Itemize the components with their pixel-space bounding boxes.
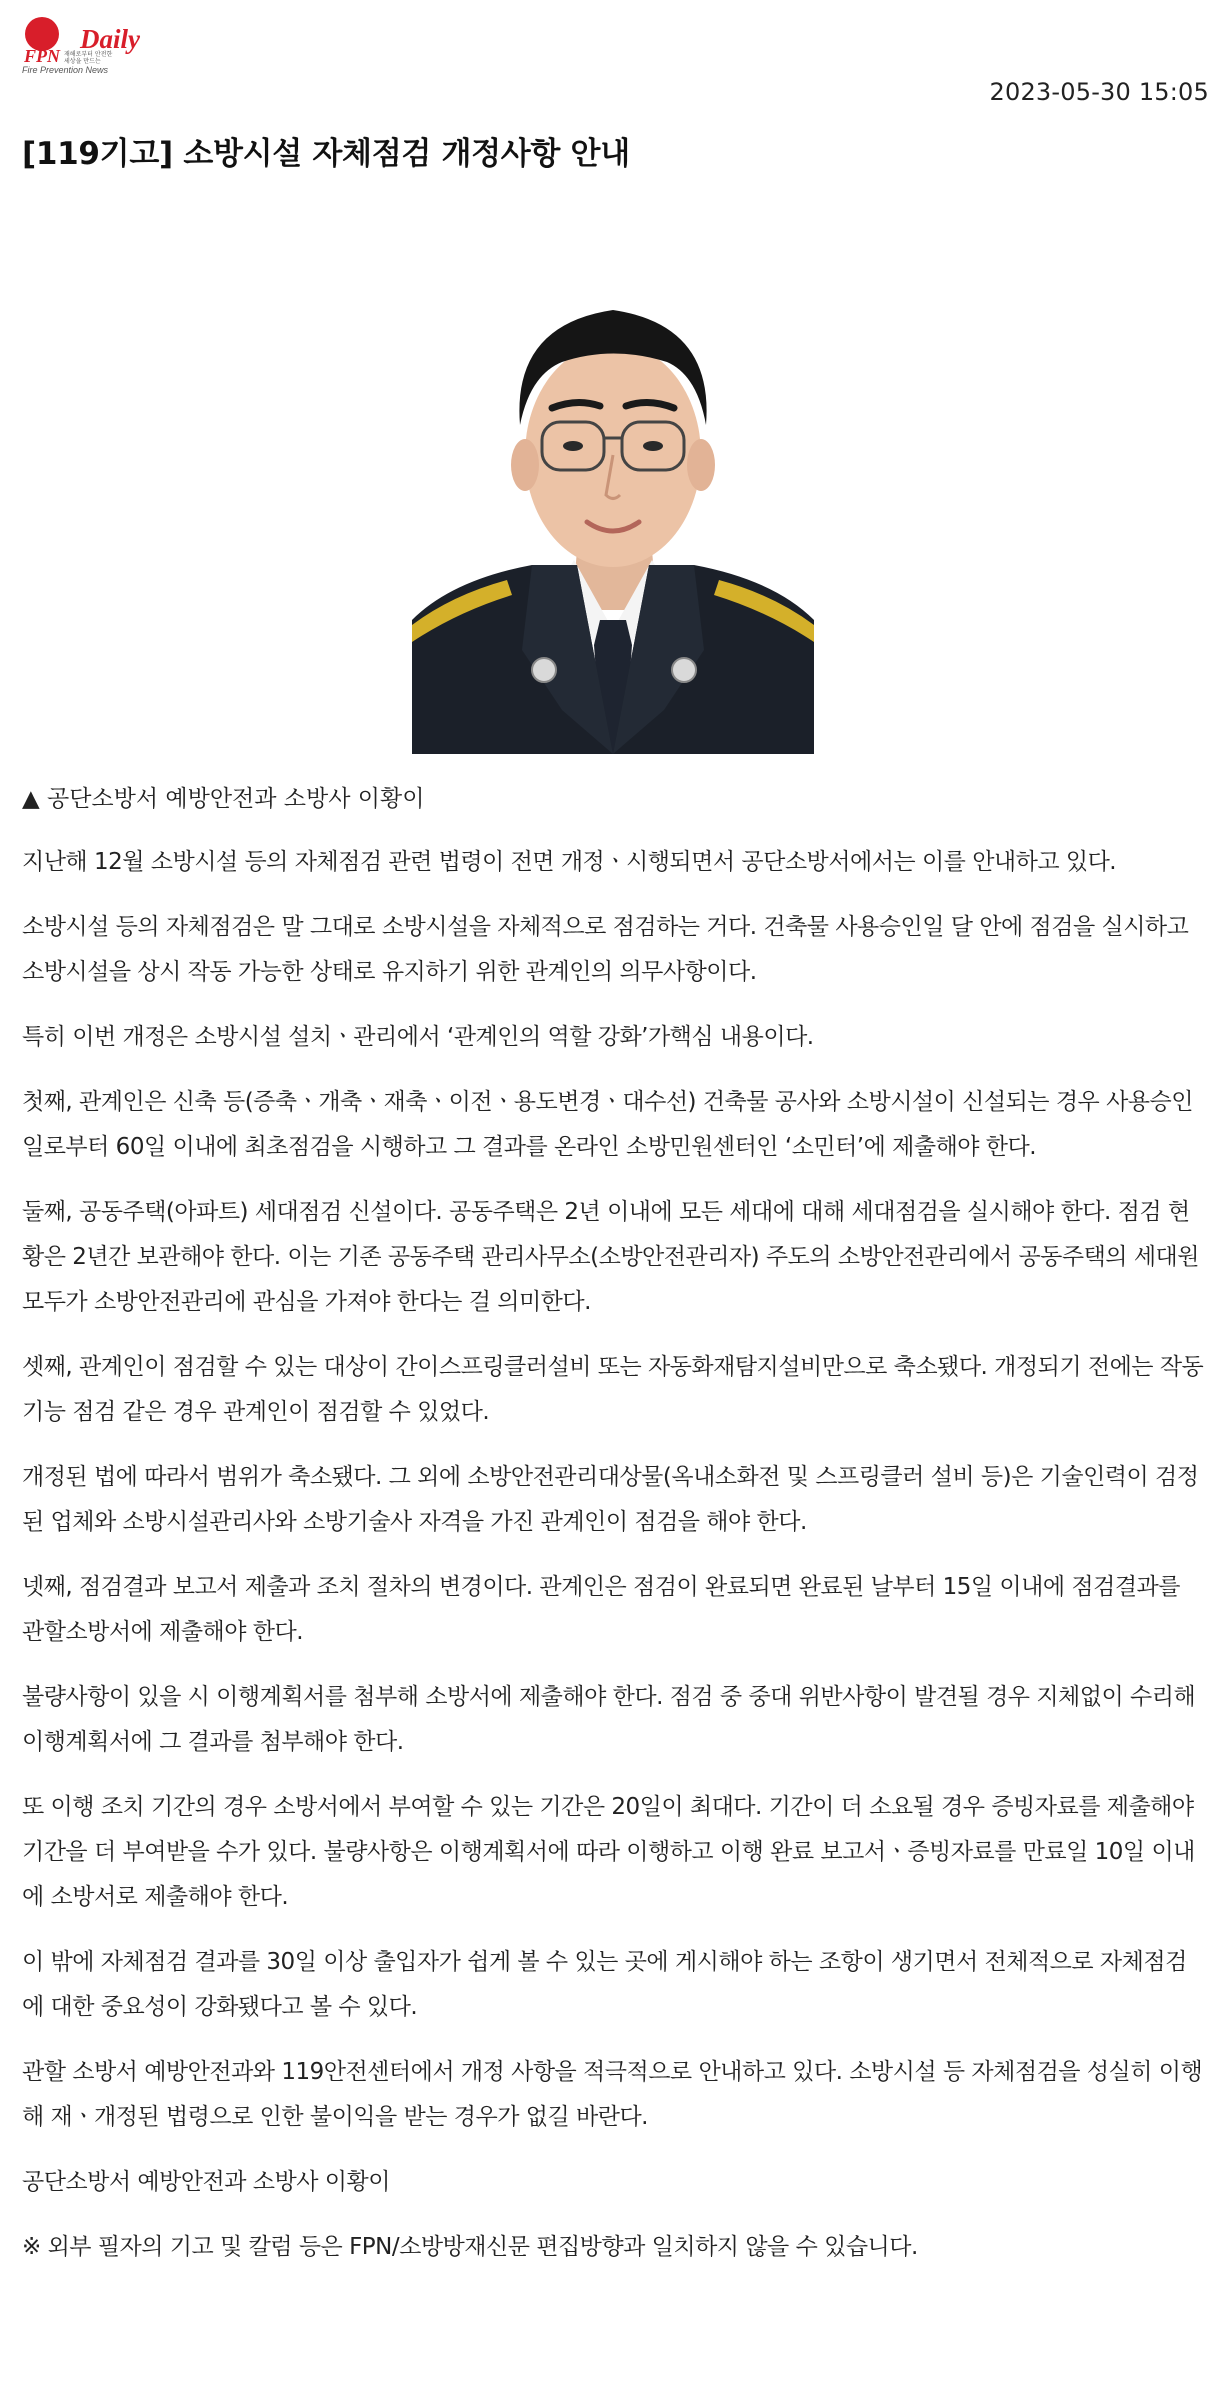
logo-tagline: Fire Prevention News xyxy=(22,65,109,75)
logo-slogan-line-1: 재해로부터 안전한 xyxy=(64,51,113,58)
logo-fpn-text: FPN xyxy=(24,46,60,66)
paragraph: 불량사항이 있을 시 이행계획서를 첨부해 소방서에 제출해야 한다. 점검 중 중대 위반사항이 발견될 경우 지체없이 수리해 이행계획서에 그 결과를 첨부해야 한다. xyxy=(22,1684,1196,1755)
author-byline: 공단소방서 예방안전과 소방사 이황이 xyxy=(22,2169,390,2195)
paragraph: 개정된 법에 따라서 범위가 축소됐다. 그 외에 소방안전관리대상물(옥내소화전 및 스프링클러 설비 등)은 기술인력이 검정된 업체와 소방시설관리사와 소방기술사 자격을 가진 관계인이 점검을 해야 한다. xyxy=(22,1464,1199,1535)
disclaimer-note: ※ 외부 필자의 기고 및 칼럼 등은 FPN/소방방재신문 편집방향과 일치하지 않을 수 있습니다. xyxy=(22,2234,918,2260)
paragraph: 둘째, 공동주택(아파트) 세대점검 신설이다. 공동주택은 2년 이내에 모든 세대에 대해 세대점검을 실시해야 한다. 점검 현황은 2년간 보관해야 한다. 이는 기존 공동주택 관리사무소(소방안전관리자) 주도의 소방안전관리에서 공동주택의 세대원 모두가 소방안전관리에 관심을 가져야 한다는 걸 의미한다. xyxy=(22,1199,1199,1315)
paragraph: 특히 이번 개정은 소방시설 설치ㆍ관리에서 ‘관계인의 역할 강화’가핵심 내용이다. xyxy=(22,1024,814,1050)
logo-daily-text: Daily xyxy=(80,24,140,54)
paragraph: 또 이행 조치 기간의 경우 소방서에서 부여할 수 있는 기간은 20일이 최대다. 기간이 더 소요될 경우 증빙자료를 제출해야 기간을 더 부여받을 수가 있다. 불량사항은 이행계획서에 따라 이행하고 이행 완료 보고서ㆍ증빙자료를 만료일 10일 이내에 소방서로 제출해야 한다. xyxy=(22,1794,1195,1910)
paragraph: 관할 소방서 예방안전과와 119안전센터에서 개정 사항을 적극적으로 안내하고 있다. 소방시설 등 자체점검을 성실히 이행해 재ㆍ개정된 법령으로 인한 불이익을 받는 경우가 없길 바란다. xyxy=(22,2059,1203,2130)
paragraph: 셋째, 관계인이 점검할 수 있는 대상이 간이스프링클러설비 또는 자동화재탐지설비만으로 축소됐다. 개정되기 전에는 작동기능 점검 같은 경우 관계인이 점검할 수 있었다. xyxy=(22,1354,1204,1425)
paragraph: 넷째, 점검결과 보고서 제출과 조치 절차의 변경이다. 관계인은 점검이 완료되면 완료된 날부터 15일 이내에 점검결과를 관할소방서에 제출해야 한다. xyxy=(22,1574,1180,1645)
article-body xyxy=(22,840,1205,2290)
photo-caption: ▲ 공단소방서 예방안전과 소방사 이황이 xyxy=(22,786,425,812)
logo-graphic xyxy=(20,14,170,76)
publish-date: 2023-05-30 15:05 xyxy=(989,78,1209,106)
fpn-daily-logo[interactable] xyxy=(20,14,170,76)
paragraph: 소방시설 등의 자체점검은 말 그대로 소방시설을 자체적으로 점검하는 거다. 건축물 사용승인일 달 안에 점검을 실시하고 소방시설을 상시 작동 가능한 상태로 유지하기 위한 관계인의 의무사항이다. xyxy=(22,914,1189,985)
paragraph: 이 밖에 자체점검 결과를 30일 이상 출입자가 쉽게 볼 수 있는 곳에 게시해야 하는 조항이 생기면서 전체적으로 자체점검에 대한 중요성이 강화됐다고 볼 수 있다. xyxy=(22,1949,1187,2020)
logo-slogan-line-2: 세상을 만드는 xyxy=(64,58,101,65)
paragraph: 지난해 12월 소방시설 등의 자체점검 관련 법령이 전면 개정ㆍ시행되면서 공단소방서에서는 이를 안내하고 있다. xyxy=(22,849,1117,875)
paragraph: 첫째, 관계인은 신축 등(증축ㆍ개축ㆍ재축ㆍ이전ㆍ용도변경ㆍ대수선) 건축물 공사와 소방시설이 신설되는 경우 사용승인일로부터 60일 이내에 최초점검을 시행하고 그 결과를 온라인 소방민원센터인 ‘소민터’에 제출해야 한다. xyxy=(22,1089,1193,1160)
article-title: [119기고] 소방시설 자체점검 개정사항 안내 xyxy=(22,136,630,172)
author-portrait-photo xyxy=(412,250,814,754)
